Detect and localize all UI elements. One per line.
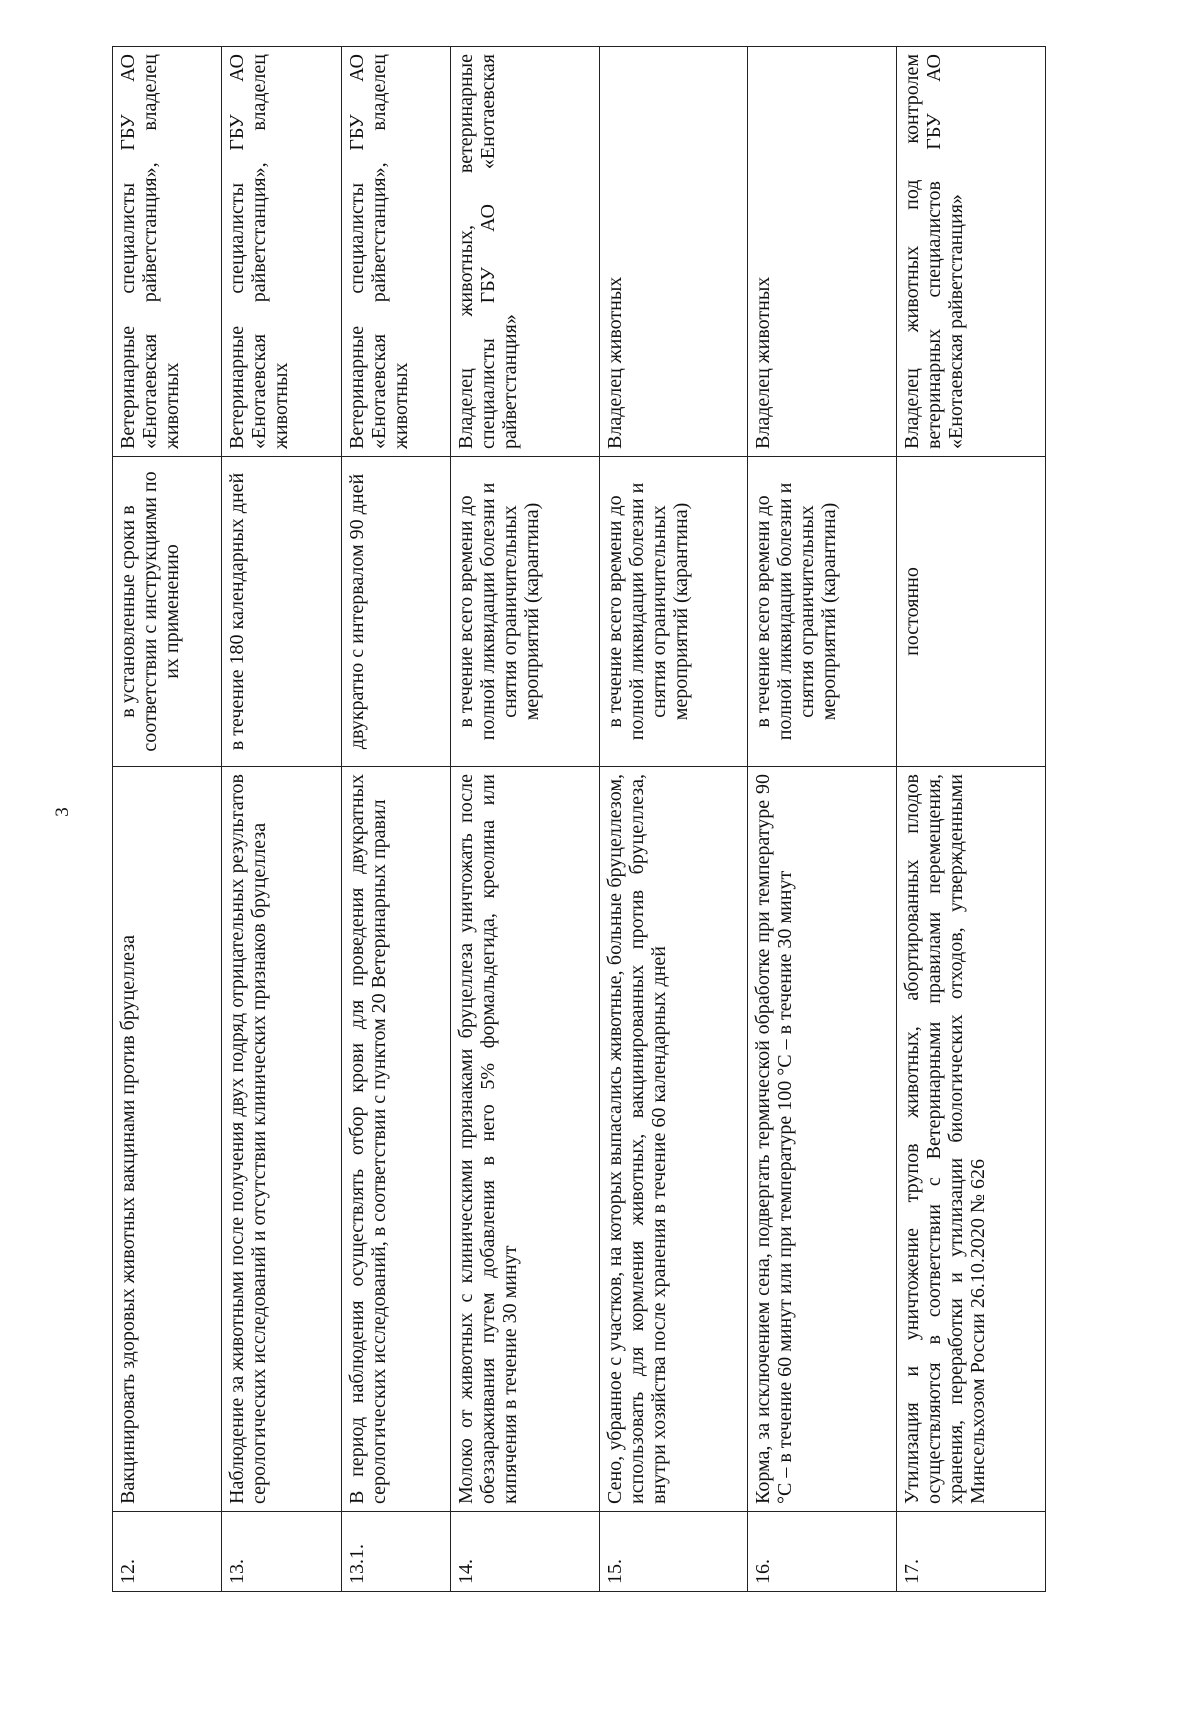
responsible-text: Владелец животных, ветеринарные специалисты ГБУ АО «Енотаевская райветстанция»	[450, 47, 599, 457]
term-text: в течение всего времени до полной ликвидации болезни и снятия ограничительных мероприятий (карантина)	[748, 457, 897, 767]
measures-table	[112, 46, 1046, 1592]
row-number: 17.	[897, 1512, 1046, 1592]
measure-text: Корма, за исключением сена, подвергать термической обработке при температуре 90 °С – в течение 60 минут или при температуре 100 °С – в течение 30 минут	[748, 767, 897, 1512]
table-row	[341, 47, 450, 1592]
responsible-text: Владелец животных	[748, 47, 897, 457]
measure-text: Наблюдение за животными после получения двух подряд отрицательных результатов серологических исследований и отсутствии клинических признаков бруцеллеза	[221, 767, 341, 1512]
row-number: 13.1.	[341, 1512, 450, 1592]
responsible-text: Ветеринарные специалисты ГБУ АО «Енотаевская райветстанция», владелец животных	[221, 47, 341, 457]
term-text: в течение всего времени до полной ликвидации болезни и снятия ограничительных мероприятий (карантина)	[450, 457, 599, 767]
measure-text: Сено, убранное с участков, на которых выпасались животные, больные бруцеллезом, использовать для кормления животных, вакцинированных против бруцеллеза, внутри хозяйства после хранения в течение 60 календарных дней	[599, 767, 748, 1512]
responsible-text: Владелец животных	[599, 47, 748, 457]
row-number: 14.	[450, 1512, 599, 1592]
row-number: 16.	[748, 1512, 897, 1592]
measure-text: Утилизация и уничтожение трупов животных, абортированных плодов осуществляются в соответствии с Ветеринарными правилами перемещения, хранения, переработки и утилизации биологических отходов, утвержденными Минсельхозом России 26.10.2020 № 626	[897, 767, 1046, 1512]
table-row	[897, 47, 1046, 1592]
responsible-text: Ветеринарные специалисты ГБУ АО «Енотаевская райветстанция», владелец животных	[341, 47, 450, 457]
table-row	[450, 47, 599, 1592]
term-text: постоянно	[897, 457, 1046, 767]
row-number: 13.	[221, 1512, 341, 1592]
row-number: 12.	[113, 1512, 222, 1592]
responsible-text: Владелец животных под контролем ветеринарных специалистов ГБУ АО «Енотаевская райветстанция»	[897, 47, 1046, 457]
measure-text: Молоко от животных с клиническими признаками бруцеллеза уничтожать после обеззараживания путем добавления в него 5% формальдегида, креолина или кипячения в течение 30 минут	[450, 767, 599, 1512]
term-text: двукратно с интервалом 90 дней	[341, 457, 450, 767]
term-text: в течение всего времени до полной ликвидации болезни и снятия ограничительных мероприятий (карантина)	[599, 457, 748, 767]
term-text: в установленные сроки в соответствии с инструкциями по их применению	[113, 457, 222, 767]
term-text: в течение 180 календарных дней	[221, 457, 341, 767]
measure-text: Вакцинировать здоровых животных вакцинами против бруцеллеза	[113, 767, 222, 1512]
table-row	[748, 47, 897, 1592]
table-row	[599, 47, 748, 1592]
table-row	[221, 47, 341, 1592]
responsible-text: Ветеринарные специалисты ГБУ АО «Енотаевская райветстанция», владелец животных	[113, 47, 222, 457]
measure-text: В период наблюдения осуществлять отбор крови для проведения двукратных серологических исследований, в соответствии с пунктом 20 Ветеринарных правил	[341, 767, 450, 1512]
rotated-landscape-content	[52, 47, 1046, 1592]
table-row	[113, 47, 222, 1592]
page-number: 3	[52, 807, 73, 817]
row-number: 15.	[599, 1512, 748, 1592]
